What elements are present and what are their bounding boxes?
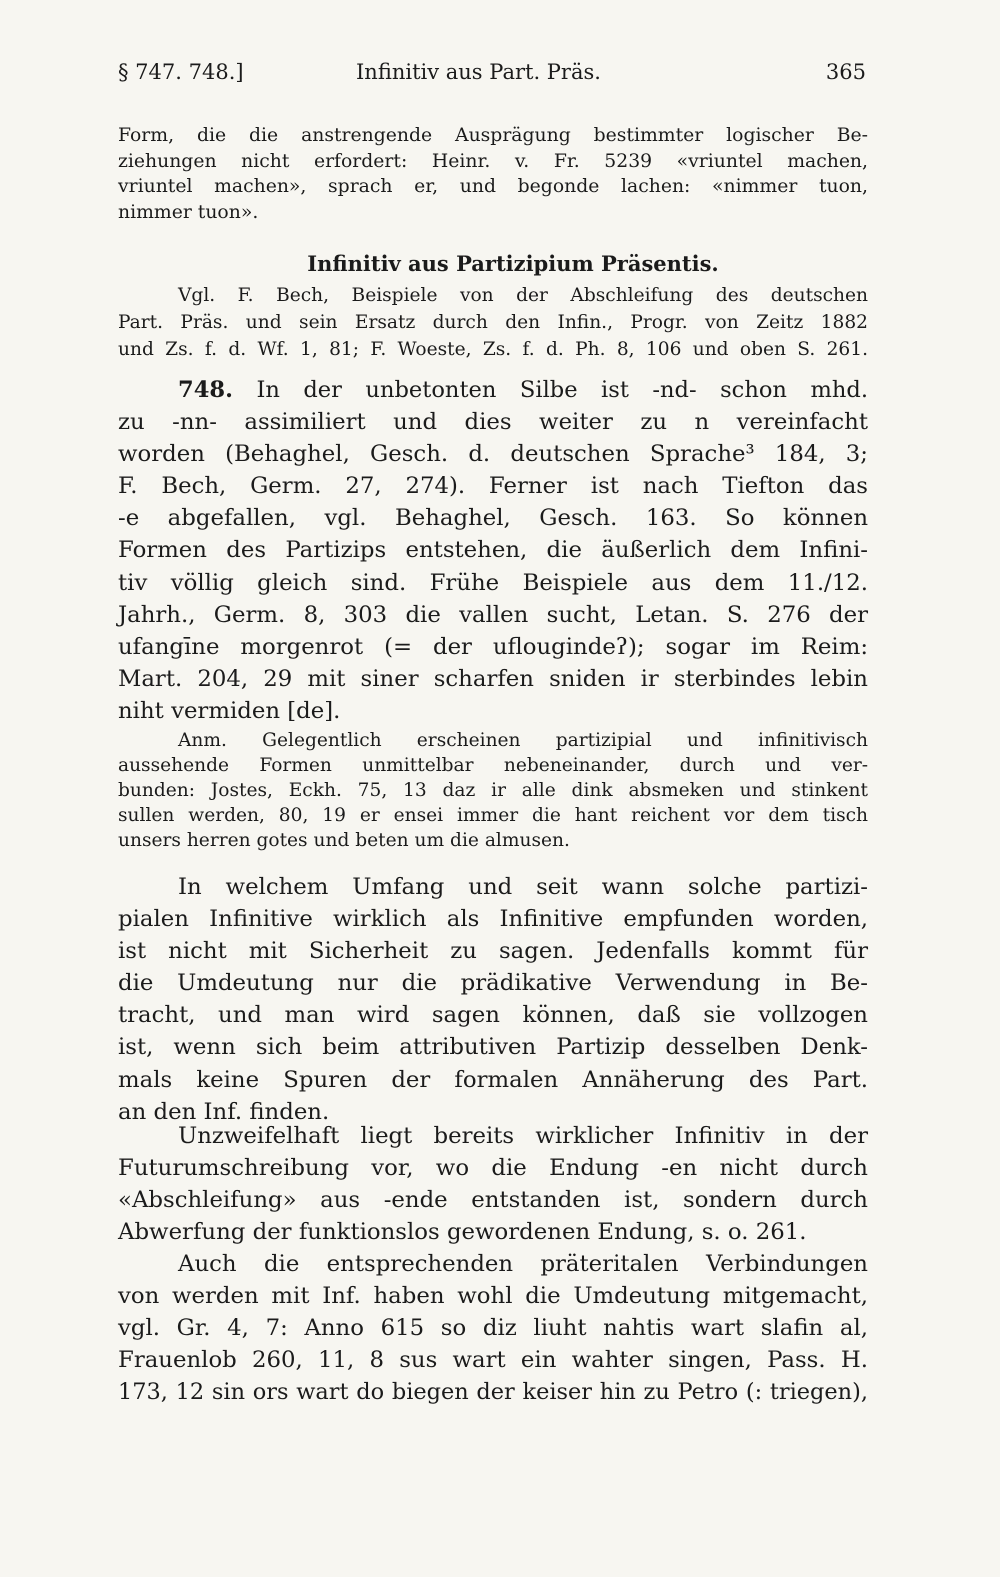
section-heading: Infinitiv aus Partizipium Präsentis. [307,251,719,276]
text-line: unsers herren gotes und beten um die almusen. [118,830,570,852]
running-header [118,60,866,96]
text-line: Anm. Gelegentlich erscheinen partizipial und infinitivisch [178,730,868,751]
text-line: aussehende Formen unmittelbar nebeneinander, durch und ver- [118,755,868,777]
text-line: nimmer tuon». [118,201,259,223]
paragraph-748 [118,374,868,727]
text-line: -e abgefallen, vgl. Behaghel, Gesch. 163. So können [118,505,868,532]
text-line: vgl. Gr. 4, 7: Anno 615 so diz liuht nahtis wart slafin al, [118,1315,868,1342]
text-line: 173, 12 sin ors wart do biegen der keiser hin zu Petro (: triegen), [118,1379,868,1406]
text-line: tiv völlig gleich sind. Frühe Beispiele aus dem 11./12. [118,569,868,596]
text-line: Futurumschreibung vor, wo die Endung -en nicht durch [118,1155,868,1182]
text-line: ist, wenn sich beim attributiven Partizip desselben Denk- [118,1034,868,1061]
text-line: niht vermiden [de]. [118,697,341,724]
text-line: ufangīne morgenrot (= der uflougindeʔ); sogar im Reim: [118,633,868,660]
text-line: In welchem Umfang und seit wann solche partizi- [178,874,868,900]
text-line: Jahrh., Germ. 8, 303 die vallen sucht, Letan. S. 276 der [118,601,868,628]
text-line: worden (Behaghel, Gesch. d. deutschen Sprache³ 184, 3; [118,441,868,468]
text-line: «Abschleifung» aus -ende entstanden ist, sondern durch [118,1187,868,1214]
text-line: mals keine Spuren der formalen Annäherung des Part. [118,1066,868,1093]
paragraph-futurumschreibung [118,1120,868,1248]
section-intro-paragraph [118,123,868,225]
paragraph-umfang [118,871,868,1128]
annotation-note [118,728,868,853]
text-line: vriuntel machen», sprach er, und begonde lachen: «nimmer tuon, [118,176,868,197]
running-title: Infinitiv aus Part. Präs. [356,60,601,84]
text-line: von werden mit Inf. haben wohl die Umdeutung mitgemacht, [118,1283,868,1310]
text-line: Unzweifelhaft liegt bereits wirklicher Infinitiv in der [178,1123,868,1149]
text-line: sullen werden, 80, 19 er ensei immer die hant reichent vor dem tisch [118,805,868,827]
text-line: zu -nn- assimiliert und dies weiter zu n vereinfacht [118,409,868,436]
page-number: 365 [825,60,866,84]
text-line: Form, die die anstrengende Ausprägung bestimmter logischer Be- [118,125,868,146]
text-line: ist nicht mit Sicherheit zu sagen. Jedenfalls kommt für [118,938,868,965]
text-line: bunden: Jostes, Eckh. 75, 13 daz ir alle dink absmeken und stinkent [118,780,868,802]
text-line: tracht, und man wird sagen können, daß sie vollzogen [118,1002,868,1029]
paragraph-number: 748. [178,377,233,403]
text-line: an den Inf. finden. [118,1098,330,1125]
text-line: Auch die entsprechenden präteritalen Verbindungen [178,1251,868,1277]
text-line: Frauenlob 260, 11, 8 sus wart ein wahter singen, Pass. H. [118,1347,868,1374]
text-line: F. Bech, Germ. 27, 274). Ferner ist nach Tiefton das [118,473,868,500]
text-line: ziehungen nicht erfordert: Heinr. v. Fr. 5239 «vriuntel machen, [118,150,868,172]
text-line: Formen des Partizips entstehen, die äußerlich dem Infini- [118,537,868,564]
paragraph-praeteritale-verbindungen [118,1248,868,1408]
text-line: und Zs. f. d. Wf. 1, 81; F. Woeste, Zs. f. d. Ph. 8, 106 und oben S. 261. [118,339,868,360]
literature-note [118,282,868,363]
text-line-content: In der unbetonten Silbe ist -nd- schon mhd. [256,377,868,403]
text-line: Part. Präs. und sein Ersatz durch den Infin., Progr. von Zeitz 1882 [118,312,868,333]
text-line: pialen Infinitive wirklich als Infinitive empfunden worden, [118,906,868,933]
text-line: Mart. 204, 29 mit siner scharfen sniden ir sterbindes lebin [118,665,868,692]
section-reference: § 747. 748.] [118,60,244,84]
text-line [118,374,868,406]
text-line: die Umdeutung nur die prädikative Verwendung in Be- [118,970,868,997]
text-line: Abwerfung der funktionslos gewordenen Endung, s. o. 261. [118,1219,807,1246]
text-line: Vgl. F. Bech, Beispiele von der Abschleifung des deutschen [178,285,868,306]
